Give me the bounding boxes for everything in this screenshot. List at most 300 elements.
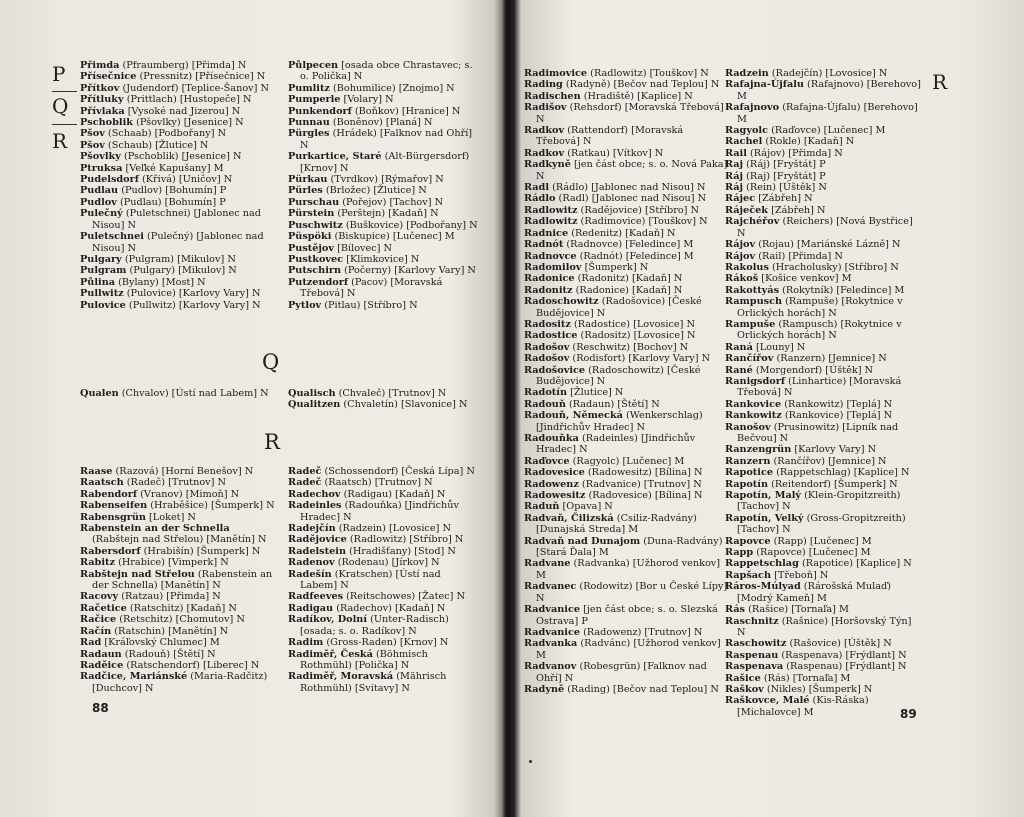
entry-headword: Rančířov bbox=[725, 353, 774, 365]
gazetteer-entry bbox=[725, 650, 921, 661]
gazetteer-entry bbox=[288, 591, 480, 602]
entry-details: (Rokle) [Kadaň] N bbox=[762, 136, 855, 148]
entry-headword: Rané bbox=[725, 364, 753, 376]
entry-headword: Račice bbox=[80, 614, 117, 626]
entry-headword: Pschoblik bbox=[80, 117, 133, 129]
entry-headword: Radiměř, Česká bbox=[288, 648, 373, 660]
gazetteer-entry bbox=[524, 684, 729, 695]
entry-headword: Ráj bbox=[725, 182, 744, 194]
entry-details: (Rankowitz) [Teplá] N bbox=[781, 398, 893, 410]
gazetteer-entry bbox=[288, 489, 480, 500]
gazetteer-entry bbox=[288, 671, 480, 694]
entry-headword: Radkov bbox=[524, 125, 565, 137]
entry-details: (Hrádek) [Falknov nad Ohří] N bbox=[300, 128, 473, 151]
margin-letter-p: P bbox=[52, 62, 66, 86]
entry-headword: Rankowitz bbox=[725, 410, 782, 422]
gazetteer-entry bbox=[725, 353, 921, 364]
gazetteer-entry bbox=[524, 342, 729, 353]
right-page bbox=[510, 0, 1024, 817]
entry-details: (Rodenau) [Jírkov] N bbox=[334, 557, 440, 569]
entry-headword: Radelstein bbox=[288, 545, 346, 557]
gazetteer-entry bbox=[288, 254, 480, 265]
entry-headword: Radeč bbox=[288, 466, 322, 477]
page-number-left: 88 bbox=[92, 701, 109, 715]
entry-headword: Radonice bbox=[524, 273, 575, 285]
gazetteer-entry bbox=[288, 546, 480, 557]
entry-details: [Opava] N bbox=[559, 501, 613, 513]
gazetteer-entry bbox=[524, 513, 729, 536]
entry-details: [Karlovy Vary] N bbox=[791, 444, 877, 456]
entry-details: (Rattendorf) [Moravská Třebová] N bbox=[536, 125, 684, 148]
gazetteer-entry bbox=[524, 193, 729, 204]
gazetteer-entry bbox=[288, 500, 480, 523]
entry-headword: Pustějov bbox=[288, 242, 335, 254]
entry-details: (Rapotice) [Kaplice] N bbox=[798, 558, 912, 570]
gazetteer-entry bbox=[524, 205, 729, 216]
entry-headword: Rading bbox=[524, 79, 563, 91]
entry-details: (Pulovice) [Karlovy Vary] N bbox=[123, 288, 261, 300]
entry-headword: Radošovice bbox=[524, 364, 586, 376]
gazetteer-entry bbox=[80, 671, 275, 694]
entry-details: (Prittlach) [Hustopeče] N bbox=[123, 94, 252, 106]
gazetteer-entry bbox=[80, 300, 272, 311]
entry-details: [Žlutice] N bbox=[566, 387, 624, 399]
entry-details: (Pacov) [Moravská Třebová] N bbox=[300, 276, 443, 300]
entry-headword: Rás bbox=[725, 604, 746, 616]
entry-details: (Robesgrün) [Falknov nad Ohří] N bbox=[536, 661, 707, 684]
entry-headword: Radvanov bbox=[524, 661, 577, 673]
entry-details: (Radějovice) [Stříbro] N bbox=[577, 204, 700, 216]
entry-details: (Rafajnovo) [Berehovo] M bbox=[737, 79, 921, 102]
entry-details: (Biskupice) [Lučenec] M bbox=[331, 231, 455, 243]
gazetteer-entry bbox=[725, 638, 921, 649]
entry-details: (Hradiště) [Kaplice] N bbox=[580, 90, 693, 102]
entry-details: (Chvalov) [Ústí nad Labem] N bbox=[118, 388, 269, 399]
entry-details: (Nikles) [Šumperk] N bbox=[763, 683, 873, 695]
gazetteer-entry bbox=[524, 627, 729, 638]
entry-headword: Radenov bbox=[288, 557, 335, 569]
gazetteer-entry bbox=[288, 603, 480, 614]
gazetteer-entry bbox=[725, 444, 921, 455]
gazetteer-entry bbox=[524, 353, 729, 364]
entry-details: (Redenitz) [Kadaň] N bbox=[568, 227, 676, 239]
entry-details: (Razová) [Horní Benešov] N bbox=[112, 466, 254, 477]
gazetteer-entry bbox=[288, 477, 480, 488]
entry-details: (Kis-Ráska) [Michalovce] M bbox=[737, 695, 869, 718]
entry-headword: Raschowitz bbox=[725, 638, 787, 650]
entry-details: (Rokytník) [Feledince] M bbox=[779, 284, 905, 296]
gazetteer-entry bbox=[524, 467, 729, 478]
entry-details: (Radnót) [Feledince] M bbox=[576, 250, 694, 262]
gazetteer-entry bbox=[524, 501, 729, 512]
entry-headword: Raškovce, Malé bbox=[725, 695, 810, 707]
entry-headword: Pullwitz bbox=[80, 288, 124, 300]
entry-details: (Rabenstein an der Schnella) [Manětín] N bbox=[92, 568, 273, 592]
entry-headword: Rabitz bbox=[80, 557, 115, 569]
gazetteer-entry bbox=[524, 91, 729, 102]
entry-details: [Třeboň] N bbox=[771, 569, 829, 581]
entry-headword: Radnovce bbox=[524, 250, 577, 262]
entry-details: (Rašice) [Tornaľa] M bbox=[745, 604, 849, 616]
gazetteer-entry bbox=[725, 193, 921, 204]
entry-details: (Ratzau) [Přimda] N bbox=[118, 591, 221, 603]
entry-details: (Bohumilice) [Znojmo] N bbox=[329, 82, 455, 94]
entry-details: (Radonice) [Kadaň] N bbox=[572, 284, 683, 296]
entry-headword: Pudlau bbox=[80, 185, 119, 197]
gazetteer-entry bbox=[725, 136, 921, 147]
gazetteer-entry bbox=[288, 174, 480, 185]
entry-headword: Punnau bbox=[288, 117, 330, 129]
entry-headword: Rappetschlag bbox=[725, 558, 799, 570]
entry-details: (Pudlau) [Bohumín] P bbox=[116, 196, 226, 208]
entry-headword: Rampuše bbox=[725, 318, 776, 330]
entry-details: (Ratschendorf) [Liberec] N bbox=[123, 659, 260, 671]
entry-details: (Rabštejn nad Střelou) [Manětín] N bbox=[92, 534, 267, 546]
entry-headword: Půlpecen bbox=[288, 60, 339, 71]
entry-headword: Radl bbox=[524, 182, 550, 194]
entry-headword: Rampusch bbox=[725, 296, 783, 308]
entry-details: [Kráľovský Chlumec] M bbox=[101, 637, 220, 649]
gazetteer-entry bbox=[288, 60, 480, 83]
gazetteer-entry bbox=[80, 388, 275, 399]
entry-headword: Pustkovec bbox=[288, 253, 344, 265]
entry-details: [Zábřeh] N bbox=[768, 204, 826, 216]
entry-details: (Rapp) [Lučenec] M bbox=[770, 535, 872, 547]
entry-headword: Ráros-Múlyad bbox=[725, 581, 801, 593]
gazetteer-entry bbox=[524, 102, 729, 125]
gazetteer-entry bbox=[524, 433, 729, 456]
entry-details: [Vysoké nad Jizerou] N bbox=[124, 105, 241, 117]
entry-headword: Rájov bbox=[725, 250, 756, 262]
section-heading-r: R bbox=[264, 430, 280, 454]
entry-details: (Raďovce) [Lučenec] M bbox=[768, 125, 886, 137]
entry-headword: Rapovce bbox=[725, 535, 771, 547]
gazetteer-entry bbox=[725, 216, 921, 239]
entry-details: (Boňkov) [Hranice] N bbox=[351, 105, 461, 117]
entry-details: (Radyně) [Bečov nad Teplou] N bbox=[562, 79, 720, 91]
gazetteer-entry bbox=[80, 185, 272, 196]
gazetteer-entry bbox=[725, 148, 921, 159]
entry-details: (Ratkau) [Vítkov] N bbox=[564, 147, 664, 159]
entry-headword: Radlowitz bbox=[524, 216, 578, 228]
gazetteer-entry bbox=[80, 614, 275, 625]
entry-headword: Pytlov bbox=[288, 299, 322, 311]
entry-details: [Loket] N bbox=[145, 511, 196, 523]
entry-headword: Pürstein bbox=[288, 208, 335, 220]
entry-details: (Počerny) [Karlovy Vary] N bbox=[341, 265, 476, 277]
entry-headword: Radošov bbox=[524, 341, 570, 353]
entry-headword: Radíkov, Dolní bbox=[288, 614, 368, 626]
entry-details: (Gross-Raden) [Krnov] N bbox=[323, 637, 449, 649]
entry-details: (Radonitz) [Kadaň] N bbox=[574, 273, 683, 285]
entry-headword: Raná bbox=[725, 341, 753, 353]
entry-headword: Radigau bbox=[288, 602, 334, 614]
entry-headword: Pürkau bbox=[288, 174, 328, 186]
gazetteer-entry bbox=[80, 254, 272, 265]
gazetteer-entry bbox=[524, 387, 729, 398]
entry-headword: Rapotín bbox=[725, 478, 768, 490]
entry-details: (Radvanka) [Užhorod venkov] M bbox=[536, 558, 721, 581]
gazetteer-entry bbox=[725, 684, 921, 695]
gazetteer-entry bbox=[725, 262, 921, 273]
gazetteer-entry bbox=[288, 557, 480, 568]
entry-details: [Zábřeh] N bbox=[755, 193, 813, 205]
entry-details: (Morgendorf) [Úštěk] N bbox=[752, 364, 874, 376]
entry-headword: Rafajnovo bbox=[725, 102, 780, 114]
entry-headword: Rafajna-Újfalu bbox=[725, 79, 804, 91]
entry-headword: Rajchéřov bbox=[725, 216, 780, 228]
entry-details: (Duna-Radvány) [Stará Ďala] M bbox=[536, 535, 723, 559]
gazetteer-entry bbox=[80, 489, 275, 500]
entry-details: (Rapovce) [Lučenec] M bbox=[753, 547, 871, 559]
gazetteer-entry bbox=[288, 388, 480, 399]
entry-details: (Rampusch) [Rokytnice v Orlických horách] N bbox=[737, 318, 902, 342]
entry-headword: Radositz bbox=[524, 318, 571, 330]
entry-details: (Rappetschlag) [Kaplice] N bbox=[773, 467, 910, 479]
gazetteer-entry bbox=[524, 456, 729, 467]
entry-details: (Radvanice) [Trutnov] N bbox=[578, 478, 702, 490]
gazetteer-entry bbox=[524, 159, 729, 182]
entry-details: (Buškovice) [Podbořany] N bbox=[342, 219, 478, 231]
gazetteer-entry bbox=[288, 128, 480, 151]
entry-headword: Přítluky bbox=[80, 94, 124, 106]
entry-details: (Radoschowitz) [České Budějovice] N bbox=[536, 364, 701, 387]
gazetteer-entry bbox=[80, 523, 275, 546]
entry-headword: Radfeeves bbox=[288, 591, 344, 603]
entry-details: [Louny] N bbox=[752, 341, 806, 353]
gazetteer-entry bbox=[725, 479, 921, 490]
entry-headword: Radyně bbox=[524, 683, 565, 695]
entry-headword: Radoschowitz bbox=[524, 296, 599, 308]
entry-headword: Radzein bbox=[725, 68, 769, 79]
entry-details: (Alt-Bürgersdorf) [Krnov] N bbox=[300, 151, 470, 174]
entry-headword: Rapotín, Velký bbox=[725, 512, 804, 524]
gazetteer-entry bbox=[288, 569, 480, 592]
entry-headword: Radošov bbox=[524, 353, 570, 365]
entry-details: (Raatsch) [Trutnov] N bbox=[321, 477, 433, 489]
entry-details: (Maria-Radčitz) [Duchcov] N bbox=[92, 671, 268, 694]
entry-details: (Pitlau) [Stříbro] N bbox=[321, 299, 418, 311]
entry-headword: Přívlaka bbox=[80, 105, 125, 117]
gazetteer-entry bbox=[725, 547, 921, 558]
gazetteer-entry bbox=[288, 614, 480, 637]
entry-headword: Raspenau bbox=[725, 649, 779, 661]
gazetteer-entry bbox=[524, 239, 729, 250]
gazetteer-entry bbox=[288, 220, 480, 231]
entry-headword: Radowenz bbox=[524, 478, 579, 490]
gazetteer-entry bbox=[288, 197, 480, 208]
gazetteer-entry bbox=[80, 660, 275, 671]
column-right-page-right bbox=[725, 68, 921, 718]
entry-details: (Ragyolc) [Lučenec] M bbox=[569, 455, 685, 467]
entry-headword: Radeč bbox=[288, 477, 322, 489]
gazetteer-entry bbox=[524, 68, 729, 79]
gazetteer-entry bbox=[80, 231, 272, 254]
entry-headword: Ráječek bbox=[725, 204, 768, 216]
entry-headword: Pudelsdorf bbox=[80, 174, 139, 186]
gazetteer-entry bbox=[725, 581, 921, 604]
entry-headword: Rankovice bbox=[725, 398, 782, 410]
entry-headword: Pulgram bbox=[80, 265, 127, 277]
gazetteer-entry bbox=[524, 296, 729, 319]
entry-headword: Rakottyás bbox=[725, 284, 780, 296]
entry-details: (Pořejov) [Tachov] N bbox=[339, 196, 444, 208]
entry-headword: Radejčín bbox=[288, 523, 336, 535]
entry-details: (Pulgram) [Mikulov] N bbox=[121, 253, 236, 265]
entry-headword: Rapotín, Malý bbox=[725, 490, 802, 502]
gazetteer-entry bbox=[80, 94, 272, 105]
entry-details: (Radl) [Jablonec nad Nisou] N bbox=[555, 193, 707, 205]
entry-details: (Radositz) [Lovosice] N bbox=[577, 330, 696, 342]
gazetteer-entry bbox=[725, 673, 921, 684]
gazetteer-entry bbox=[80, 174, 272, 185]
gazetteer-entry bbox=[288, 637, 480, 648]
entry-headword: Rail bbox=[725, 147, 747, 159]
entry-headword: Pumlitz bbox=[288, 82, 330, 94]
gazetteer-entry bbox=[725, 558, 921, 569]
gazetteer-entry bbox=[524, 330, 729, 341]
entry-headword: Rašice bbox=[725, 672, 761, 684]
entry-headword: Ranigsdorf bbox=[725, 375, 786, 387]
gazetteer-entry bbox=[288, 534, 480, 545]
entry-headword: Rabenseifen bbox=[80, 500, 148, 512]
entry-details: (Retschitz) [Chomutov] N bbox=[116, 614, 245, 626]
entry-headword: Pumperle bbox=[288, 94, 341, 106]
column-r-right bbox=[288, 466, 480, 694]
entry-headword: Raděice bbox=[80, 659, 124, 671]
entry-headword: Rabštejn nad Střelou bbox=[80, 568, 195, 580]
entry-headword: Putzendorf bbox=[288, 276, 349, 288]
gazetteer-entry bbox=[725, 342, 921, 353]
gazetteer-entry bbox=[725, 695, 921, 718]
gazetteer-entry bbox=[524, 661, 729, 684]
entry-details: (Radnovce) [Feledince] M bbox=[563, 239, 694, 251]
gazetteer-entry bbox=[725, 182, 921, 193]
entry-details: (Radzein) [Lovosice] N bbox=[335, 523, 451, 535]
entry-headword: Pulečný bbox=[80, 208, 123, 220]
entry-details: (Bylany) [Most] N bbox=[115, 276, 206, 288]
entry-headword: Radvane bbox=[524, 558, 571, 570]
entry-headword: Radouň, Německá bbox=[524, 410, 623, 422]
entry-details: (Ratschin) [Manětín] N bbox=[111, 625, 229, 637]
entry-headword: Radovesice bbox=[524, 467, 585, 479]
column-right-page-left bbox=[524, 68, 729, 695]
entry-details: (Brložec) [Žlutice] N bbox=[322, 185, 427, 197]
gazetteer-entry bbox=[80, 117, 272, 128]
entry-headword: Rabensgrün bbox=[80, 511, 146, 523]
gazetteer-entry bbox=[725, 296, 921, 319]
gazetteer-entry bbox=[288, 300, 480, 311]
entry-details: (Raspenava) [Frýdlant] N bbox=[778, 649, 907, 661]
gazetteer-entry bbox=[725, 661, 921, 672]
entry-details: (Raspenau) [Frýdlant] N bbox=[783, 661, 907, 673]
entry-headword: Raďovce bbox=[524, 455, 570, 467]
gazetteer-entry bbox=[80, 546, 275, 557]
gazetteer-entry bbox=[80, 106, 272, 117]
entry-details: (Rading) [Bečov nad Teplou] N bbox=[564, 683, 719, 695]
gazetteer-entry bbox=[80, 163, 272, 174]
entry-headword: Radomilov bbox=[524, 261, 582, 273]
entry-details: (Pullwitz) [Karlovy Vary] N bbox=[125, 299, 261, 311]
entry-headword: Rabenstein an der Schnella bbox=[80, 523, 230, 535]
entry-headword: Přísečnice bbox=[80, 71, 137, 83]
entry-details: (Schaub) [Žlutice] N bbox=[104, 139, 209, 151]
gazetteer-entry bbox=[524, 273, 729, 284]
gazetteer-entry bbox=[725, 68, 921, 79]
entry-details: (Wenkerschlag) [Jindřichův Hradec] N bbox=[536, 410, 703, 433]
gazetteer-entry bbox=[80, 151, 272, 162]
entry-headword: Rachel bbox=[725, 136, 763, 148]
margin-letter-r: R bbox=[52, 129, 68, 153]
entry-details: (Reitschowes) [Žatec] N bbox=[343, 591, 465, 603]
gazetteer-entry bbox=[288, 277, 480, 300]
gazetteer-entry bbox=[80, 637, 275, 648]
entry-details: (Hrabice) [Vimperk] N bbox=[114, 557, 229, 569]
entry-details: (Rafajna-Újfalu) [Berehovo] M bbox=[737, 102, 918, 125]
gazetteer-entry bbox=[524, 319, 729, 330]
entry-details: [Šumperk] N bbox=[581, 261, 649, 273]
entry-details: (Radaun) [Štětí] N bbox=[565, 398, 660, 410]
entry-details: (Kratschen) [Ústí nad Labem] N bbox=[300, 568, 441, 592]
entry-details: (Reschwitz) [Bochov] N bbox=[569, 341, 689, 353]
gazetteer-entry bbox=[288, 94, 480, 105]
gazetteer-entry bbox=[288, 151, 480, 174]
entry-details: (Raj) [Fryštát] P bbox=[743, 170, 826, 182]
gazetteer-entry bbox=[725, 159, 921, 170]
entry-details: (Ranzern) [Jemnice] N bbox=[773, 353, 887, 365]
entry-headword: Radimovice bbox=[524, 68, 588, 79]
entry-details: (Radouňka) [Jindřichův Hradec] N bbox=[300, 500, 459, 523]
entry-headword: Račetice bbox=[80, 602, 127, 614]
gazetteer-entry bbox=[524, 638, 729, 661]
gazetteer-entry bbox=[524, 262, 729, 273]
entry-headword: Pulgary bbox=[80, 253, 122, 265]
gazetteer-entry bbox=[80, 649, 275, 660]
entry-headword: Radowesitz bbox=[524, 490, 586, 502]
entry-details: (Schaab) [Podbořany] N bbox=[104, 128, 227, 140]
entry-headword: Radechov bbox=[288, 488, 341, 500]
entry-headword: Punkendorf bbox=[288, 105, 352, 117]
entry-details: (Linhartice) [Moravská Třebová] N bbox=[737, 375, 902, 399]
entry-details: (Puletschnei) [Jablonec nad Nisou] N bbox=[92, 208, 261, 231]
gazetteer-entry bbox=[80, 197, 272, 208]
entry-details: (Radouň) [Štětí] N bbox=[121, 648, 216, 660]
entry-headword: Radonitz bbox=[524, 284, 573, 296]
entry-details: (Rás) [Tornaľa] M bbox=[760, 672, 851, 684]
gazetteer-entry bbox=[80, 626, 275, 637]
entry-headword: Radvanice bbox=[524, 604, 581, 616]
entry-details: (Rančířov) [Jemnice] N bbox=[770, 455, 887, 467]
gazetteer-entry bbox=[725, 171, 921, 182]
gazetteer-entry bbox=[80, 140, 272, 151]
gazetteer-entry bbox=[288, 523, 480, 534]
entry-headword: Ranzengrün bbox=[725, 444, 792, 456]
entry-headword: Ranzern bbox=[725, 455, 771, 467]
entry-details: (Hradišťany) [Stod] N bbox=[345, 545, 456, 557]
entry-headword: Raspenava bbox=[725, 661, 784, 673]
entry-details: (Rodowitz) [Bor u České Lípy] N bbox=[536, 581, 728, 604]
entry-details: (Pulgary) [Mikulov] N bbox=[126, 265, 237, 277]
entry-details: (Radowesitz) [Bílina] N bbox=[584, 467, 703, 479]
entry-details: (Rájov) [Přimda] N bbox=[746, 147, 843, 159]
entry-details: (Radošovice) [České Budějovice] N bbox=[536, 296, 702, 319]
entry-headword: Pulovice bbox=[80, 299, 126, 311]
entry-headword: Radešín bbox=[288, 568, 332, 580]
entry-details: (Gross-Gropitzreith) [Tachov] N bbox=[737, 512, 906, 536]
entry-details: [Košice venkov] M bbox=[758, 273, 852, 285]
gazetteer-entry bbox=[725, 125, 921, 136]
entry-headword: Pšov bbox=[80, 139, 105, 151]
